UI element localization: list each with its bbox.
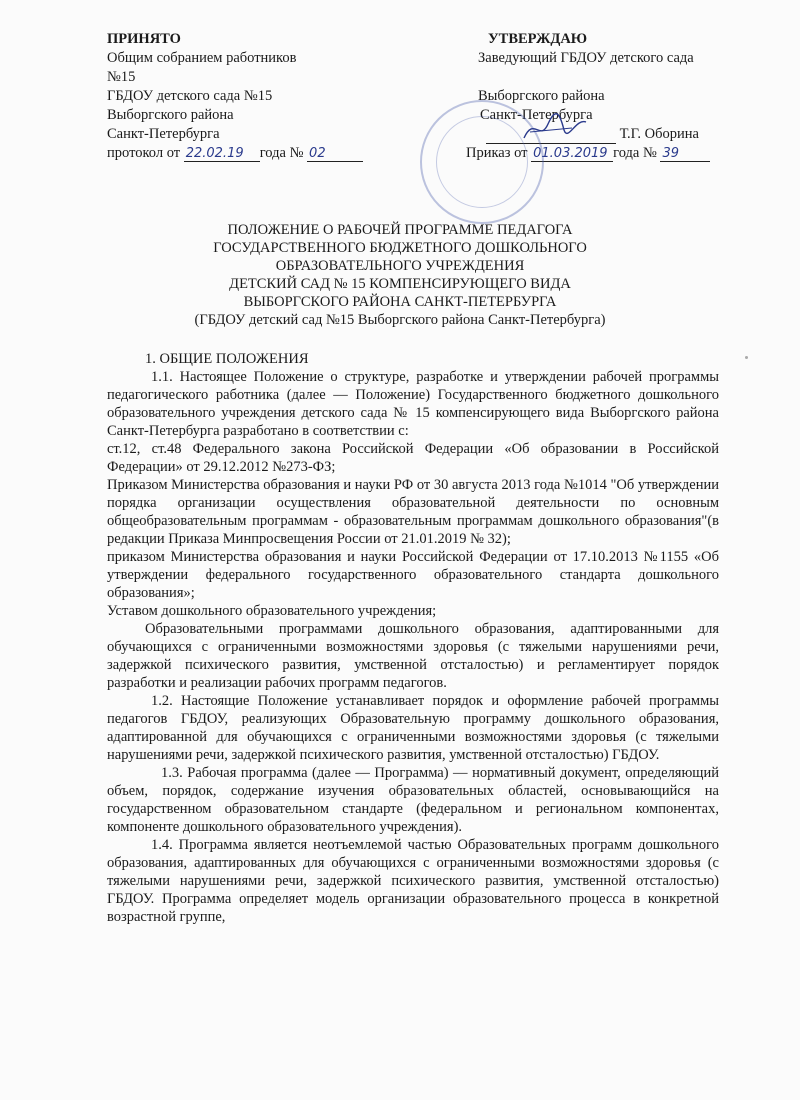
accepted-line: Выборгского района bbox=[107, 107, 234, 123]
signature-mark bbox=[520, 108, 590, 148]
document-title bbox=[80, 221, 720, 329]
order-mid: года № bbox=[613, 145, 657, 161]
title-line: ПОЛОЖЕНИЕ О РАБОЧЕЙ ПРОГРАММЕ ПЕДАГОГА bbox=[227, 222, 573, 238]
approved-line: Выборгского района bbox=[478, 88, 605, 104]
paragraph-1-2: 1.2. Настоящие Положение устанавливает порядок и оформление рабочей программы педагогов ГБДОУ, реализующих Образовательную программу дошкольного образования, адаптированной для обучающихся с ограниченными возможностями здоровья (с тяжелыми нарушениями речи, задержкой психического развития, умственной отсталостью) ГБДОУ. bbox=[107, 693, 719, 763]
title-line: ДЕТСКИЙ САД № 15 КОМПЕНСИРУЮЩЕГО ВИДА bbox=[229, 276, 571, 292]
basis-item: Уставом дошкольного образовательного учреждения; bbox=[107, 603, 437, 619]
accepted-heading: ПРИНЯТО bbox=[107, 31, 181, 47]
signer-name: Т.Г. Оборина bbox=[619, 126, 699, 142]
order-prefix: Приказ от bbox=[466, 145, 528, 161]
title-line: ГОСУДАРСТВЕННОГО БЮДЖЕТНОГО ДОШКОЛЬНОГО bbox=[213, 240, 587, 256]
paragraph-1-4: 1.4. Программа является неотъемлемой частью Образовательных программ дошкольного образования, адаптированных для обучающихся с ограниченными возможностями здоровья (с тяжелыми нарушениями речи, задержкой психического развития, умственной отсталостью) ГБДОУ. Программа определяет модель организации образовательного процесса в конкретной возрастной группе, bbox=[107, 837, 719, 925]
basis-item: Приказом Министерства образования и науки РФ от 30 августа 2013 года №1014 "Об утверждении порядка организации осуществления образовательной деятельности по основным общеобразовательным программам - образовательным программам дошкольного образования"(в редакции Приказа Минпросвещения России от 21.01.2019 № 32); bbox=[107, 477, 719, 547]
title-line: ОБРАЗОВАТЕЛЬНОГО УЧРЕЖДЕНИЯ bbox=[275, 258, 525, 274]
protocol-prefix: протокол от bbox=[107, 145, 181, 161]
document-body bbox=[107, 350, 719, 926]
accepted-line: Общим собранием работников bbox=[107, 50, 297, 66]
paragraph-1-3: 1.3. Рабочая программа (далее — Программа) — нормативный документ, определяющий объем, порядок, содержание изучения образовательных областей, основывающийся на государственном образовательном стандарте (федеральном и региональном компонентах, компоненте дошкольного образовательного учреждения). bbox=[107, 765, 719, 835]
accepted-block bbox=[107, 30, 397, 163]
title-line: ВЫБОРГСКОГО РАЙОНА САНКТ-ПЕТЕРБУРГА bbox=[243, 294, 557, 310]
approved-heading: УТВЕРЖДАЮ bbox=[488, 31, 588, 47]
protocol-mid: года № bbox=[259, 145, 304, 161]
accepted-line: Санкт-Петербурга bbox=[107, 126, 220, 142]
basis-item: приказом Министерства образования и науки Российской Федерации от 17.10.2013 №1155 «Об утверждении федерального государственного образовательного стандарта дошкольного образования»; bbox=[107, 549, 719, 601]
accepted-line: №15 bbox=[107, 69, 136, 85]
basis-item: Образовательными программами дошкольного образования, адаптированными для обучающихся с ограниченными возможностями здоровья (с тяжелыми нарушениями речи, задержкой психического развития, умственной отсталостью) и регламентирует порядок разработки и реализации рабочих программ педагогов. bbox=[107, 621, 719, 691]
protocol-line bbox=[107, 144, 397, 163]
protocol-number: 02 bbox=[307, 146, 363, 162]
accepted-line: ГБДОУ детского сада №15 bbox=[107, 88, 273, 104]
scan-speck bbox=[745, 356, 748, 359]
title-line: (ГБДОУ детский сад №15 Выборгского района Санкт-Петербурга) bbox=[194, 312, 606, 328]
section-heading: 1. ОБЩИЕ ПОЛОЖЕНИЯ bbox=[145, 351, 309, 367]
protocol-date: 22.02.19 bbox=[184, 146, 260, 162]
approved-line: Заведующий ГБДОУ детского сада bbox=[478, 50, 694, 66]
order-number: 39 bbox=[660, 146, 710, 162]
approved-line: Санкт-Петербурга bbox=[480, 107, 593, 123]
paragraph-1-1: 1.1. Настоящее Положение о структуре, разработке и утверждении рабочей программы педагогического работника (далее — Положение) Государственного бюджетного дошкольного образовательного учреждения детского сада № 15 компенсирующего вида Выборгского района Санкт-Петербурга разработано в соответствии с: bbox=[107, 369, 719, 439]
order-date: 01.03.2019 bbox=[531, 146, 613, 162]
basis-item: ст.12, ст.48 Федерального закона Российской Федерации «Об образовании в Российской Федерации» от 29.12.2012 №273-ФЗ; bbox=[107, 441, 719, 475]
